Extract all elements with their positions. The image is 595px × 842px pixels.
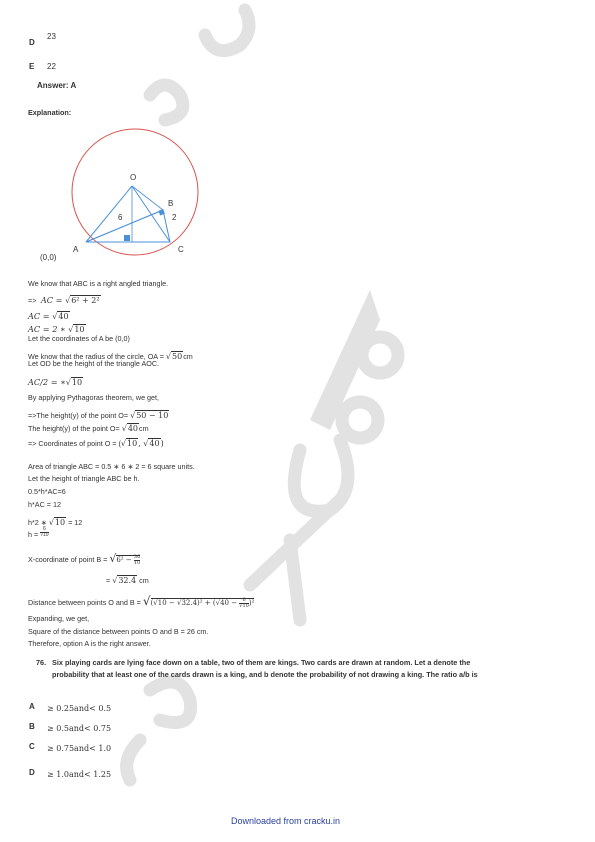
- solution-line-19: X-coordinate of point B = √6² − $\frac{36}{10}$: [28, 552, 141, 566]
- option-letter-b: B: [29, 722, 35, 731]
- solution-line-6: We know that the radius of the circle, OA = √50cm: [28, 352, 193, 361]
- answer-label: Answer: A: [37, 81, 77, 90]
- label-six: 6: [118, 213, 123, 222]
- option-e-value: 22: [47, 62, 56, 71]
- option-c[interactable]: ≥ 0.75and< 1.0: [47, 744, 112, 753]
- question-number: 76.: [36, 658, 47, 667]
- option-letter-d-q76: D: [29, 768, 35, 777]
- label-c: C: [178, 245, 184, 254]
- label-b: B: [168, 199, 174, 208]
- option-letter-a: A: [29, 702, 35, 711]
- label-a: A: [73, 245, 79, 254]
- circle-triangle-diagram: [36, 128, 236, 268]
- label-o: O: [130, 173, 137, 182]
- solution-line-8: AC/2 = ∗√10: [28, 377, 83, 387]
- solution-line-23: Square of the distance between points O and B = 26 cm.: [28, 627, 209, 636]
- option-letter-e: E: [29, 62, 35, 71]
- solution-line-16: h*AC = 12: [28, 500, 61, 509]
- solution-line-4: AC = 2 ∗ √10: [28, 324, 85, 334]
- right-angle-marker-d: [124, 235, 130, 241]
- option-d-value: 23: [47, 32, 56, 41]
- solution-line-24: Therefore, option A is the right answer.: [28, 639, 151, 648]
- solution-line-10: =>The height(y) of the point O= √50 − 10: [28, 411, 169, 420]
- line-ob: [132, 186, 163, 210]
- solution-line-12: => Coordinates of point O = (√10, √40): [28, 439, 164, 448]
- solution-line-17: h*2 ∗ √10 = 12: [28, 518, 83, 527]
- solution-line-13: Area of triangle ABC = 0.5 ∗ 6 ∗ 2 = 6 square units.: [28, 462, 195, 471]
- line-ao: [86, 186, 132, 242]
- footer-link[interactable]: Downloaded from cracku.in: [231, 816, 341, 826]
- label-two: 2: [172, 213, 177, 222]
- solution-line-3: AC = √40: [28, 311, 69, 321]
- solution-line-18: h = $\frac{6}{√10}$: [28, 526, 49, 539]
- solution-line-14: Let the height of triangle ABC be h.: [28, 474, 140, 483]
- solution-line-1: We know that ABC is a right angled triangle.: [28, 279, 169, 288]
- solution-line-11: The height(y) of the point O= √40cm: [28, 424, 149, 433]
- solution-line-9: By applying Pythagoras theorem, we get,: [28, 393, 160, 402]
- solution-line-2: => AC = √6² + 2²: [28, 295, 100, 305]
- question-line-2: probability that at least one of the cards drawn is a king, and b denote the probability of not drawing a king. The ratio a/b is: [52, 670, 478, 679]
- option-d-q76[interactable]: ≥ 1.0and< 1.25: [47, 770, 112, 779]
- solution-line-5: Let the coordinates of A be (0,0): [28, 334, 130, 343]
- solution-line-20: = √32.4 cm: [106, 576, 149, 585]
- option-a[interactable]: ≥ 0.25and< 0.5: [47, 704, 112, 713]
- option-letter-d: D: [29, 38, 35, 47]
- explanation-label: Explanation:: [28, 108, 72, 117]
- solution-line-15: 0.5*h*AC=6: [28, 487, 66, 496]
- solution-line-22: Expanding, we get,: [28, 614, 90, 623]
- solution-line-21: Distance between points O and B = √(√10 − √32.4)² + (√40 − $\frac{6}{√10}$ )²: [28, 594, 255, 609]
- question-line-1: Six playing cards are lying face down on a table, two of them are kings. Two cards are drawn at random. Let a denote the: [52, 658, 471, 667]
- option-b[interactable]: ≥ 0.5and< 0.75: [47, 724, 112, 733]
- label-origin: (0,0): [40, 253, 57, 262]
- solution-line-7: Let OD be the height of the triangle AOC.: [28, 359, 160, 368]
- option-letter-c: C: [29, 742, 35, 751]
